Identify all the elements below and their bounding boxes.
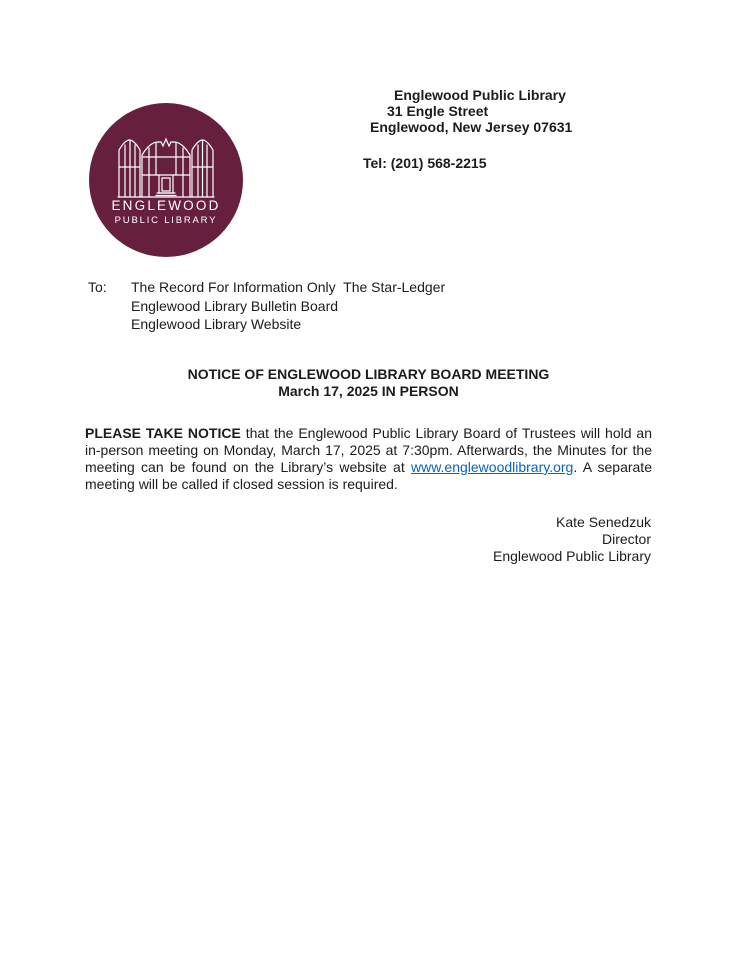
notice-body (85, 425, 652, 493)
notice-title-line1: NOTICE OF ENGLEWOOD LIBRARY BOARD MEETING (187, 366, 550, 382)
letterhead-address-city: Englewood, New Jersey 07631 (370, 119, 573, 135)
recipient-list (131, 278, 445, 334)
recipient-item: Englewood Library Bulletin Board (131, 297, 339, 314)
notice-title-line2: March 17, 2025 IN PERSON (278, 383, 459, 399)
letterhead-phone: Tel: (201) 568-2215 (363, 155, 487, 171)
library-logo (89, 103, 243, 257)
letterhead (363, 87, 572, 171)
signature-title: Director (601, 531, 651, 547)
signature-name: Kate Senedzuk (556, 514, 651, 530)
recipient-item: Englewood Library Website (131, 316, 302, 332)
library-building-icon (117, 134, 215, 200)
letterhead-address-street: 31 Engle Street (387, 103, 489, 119)
to-label: To: (88, 279, 107, 295)
notice-body-text: that the Englewood Public Library Board of Trustees will hold an in-person meeting on Monday, March 17, 2025 at 7:30pm. Afterwards, the Minutes for the meeting can be found on the Library’s website at (85, 425, 652, 475)
signature-organization: Englewood Public Library (493, 548, 651, 564)
logo-text-englewood: ENGLEWOOD (111, 198, 221, 213)
logo-text-public-library: PUBLIC LIBRARY (114, 215, 218, 226)
notice-body-lead: PLEASE TAKE NOTICE (85, 425, 241, 441)
distribution-block (88, 278, 445, 334)
recipient-item: The Record For Information Only The Star-Ledger (131, 279, 446, 295)
letterhead-org-name: Englewood Public Library (394, 87, 566, 103)
notice-body-text: . A separate meeting will be called if closed session is required. (85, 459, 652, 492)
notice-title (0, 366, 737, 400)
website-link[interactable]: www.englewoodlibrary.org (410, 459, 574, 475)
signature-block (85, 514, 651, 565)
